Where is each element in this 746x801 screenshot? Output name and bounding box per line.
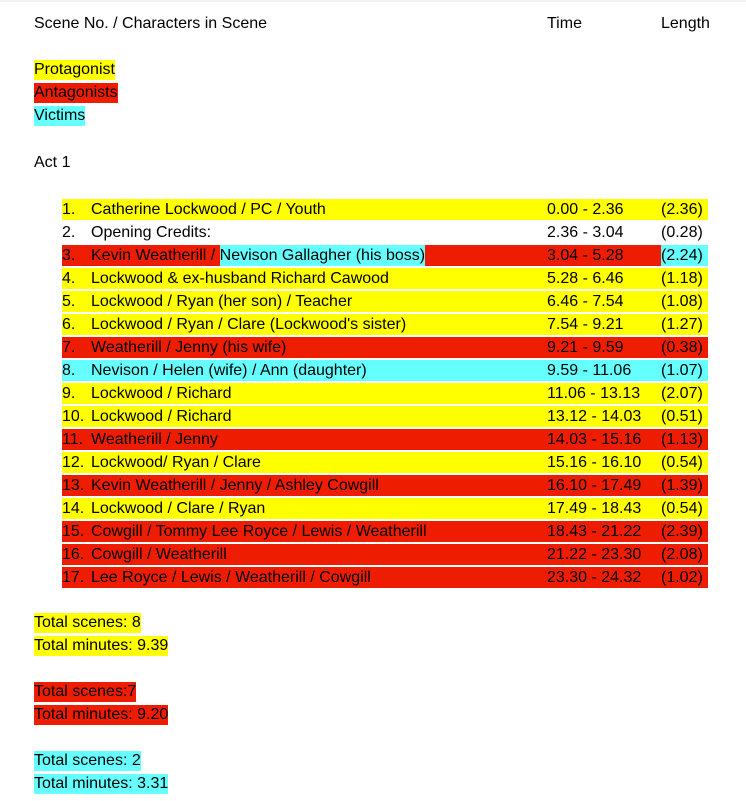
scene-length: (0.54) — [661, 500, 703, 517]
legend-antagonists — [34, 83, 118, 103]
total-minutes-text: Total minutes: 3.31 — [34, 775, 169, 792]
scene-number: 12. — [62, 454, 85, 471]
scene-length: (2.36) — [661, 201, 703, 218]
scene-length: (0.28) — [661, 224, 703, 241]
scene-time: 2.36 - 3.04 — [547, 224, 624, 241]
scene-characters — [91, 245, 425, 266]
scene-characters: Lockwood/ Ryan / Clare — [91, 454, 261, 471]
scene-characters: Lockwood / Ryan / Clare (Lockwood's sister) — [91, 316, 407, 333]
scene-time: 3.04 - 5.28 — [547, 247, 624, 264]
header-time-column: Time — [547, 15, 582, 32]
scene-length: (1.18) — [661, 270, 703, 287]
page-top-border — [0, 0, 746, 2]
scene-characters: Opening Credits: — [91, 224, 212, 241]
scene-time: 13.12 - 14.03 — [547, 408, 642, 425]
scene-length: (1.02) — [661, 569, 703, 586]
scene-time: 17.49 - 18.43 — [547, 500, 642, 517]
total-protagonist-scenes — [34, 613, 141, 633]
scene-length: (0.54) — [661, 454, 703, 471]
scene-number: 3. — [62, 247, 76, 264]
scene-length: (2.24) — [661, 245, 708, 266]
scene-length: (1.07) — [661, 362, 703, 379]
scene-number: 15. — [62, 523, 85, 540]
total-scenes-text: Total scenes: 8 — [34, 614, 141, 631]
scene-length: (1.08) — [661, 293, 703, 310]
scene-characters: Lockwood / Richard — [91, 385, 232, 402]
header-scene-column: Scene No. / Characters in Scene — [34, 15, 268, 32]
scene-characters: Kevin Weatherill / Jenny / Ashley Cowgill — [91, 477, 379, 494]
scene-characters: Catherine Lockwood / PC / Youth — [91, 201, 326, 218]
scene-number: 2. — [62, 224, 76, 241]
scene-time: 15.16 - 16.10 — [547, 454, 642, 471]
legend-protagonist — [34, 60, 115, 80]
act-title: Act 1 — [34, 154, 71, 171]
scene-time: 23.30 - 24.32 — [547, 569, 642, 586]
scene-time: 7.54 - 9.21 — [547, 316, 624, 333]
scene-number: 7. — [62, 339, 76, 356]
scene-characters: Lockwood / Richard — [91, 408, 232, 425]
scene-number: 16. — [62, 546, 85, 563]
scene-length: (2.08) — [661, 546, 703, 563]
scene-time: 0.00 - 2.36 — [547, 201, 624, 218]
header-length-column: Length — [661, 15, 710, 32]
total-scenes-text: Total scenes:7 — [34, 683, 137, 700]
scene-time: 6.46 - 7.54 — [547, 293, 624, 310]
scene-characters: Cowgill / Tommy Lee Royce / Lewis / Weatherill — [91, 523, 427, 540]
scene-length: (2.07) — [661, 385, 703, 402]
scene-time: 21.22 - 23.30 — [547, 546, 642, 563]
scene-length: (0.51) — [661, 408, 703, 425]
scene-number: 9. — [62, 385, 76, 402]
scene-time: 5.28 - 6.46 — [547, 270, 624, 287]
scene-characters: Weatherill / Jenny — [91, 431, 218, 448]
scene-characters: Weatherill / Jenny (his wife) — [91, 339, 287, 356]
scene-characters: Cowgill / Weatherill — [91, 546, 227, 563]
scene-number: 14. — [62, 500, 85, 517]
scene-length: (2.39) — [661, 523, 703, 540]
scene-time: 16.10 - 17.49 — [547, 477, 642, 494]
legend-victims — [34, 106, 85, 126]
scene-characters: Lockwood & ex-husband Richard Cawood — [91, 270, 389, 287]
scene-time: 9.59 - 11.06 — [547, 362, 632, 379]
scene-number: 1. — [62, 201, 76, 218]
scene-number: 17. — [62, 569, 85, 586]
scene-number: 4. — [62, 270, 76, 287]
total-victims-scenes — [34, 751, 141, 771]
legend-label: Protagonist — [34, 61, 115, 78]
scene-number: 13. — [62, 477, 85, 494]
scene-characters-part: Kevin Weatherill / — [91, 247, 220, 264]
scene-number: 8. — [62, 362, 76, 379]
scene-length: (1.13) — [661, 431, 703, 448]
scene-number: 6. — [62, 316, 76, 333]
scene-time: 18.43 - 21.22 — [547, 523, 642, 540]
total-victims-minutes — [34, 774, 168, 794]
scene-characters: Lockwood / Ryan (her son) / Teacher — [91, 293, 353, 310]
scene-number: 10. — [62, 408, 85, 425]
scene-characters: Nevison / Helen (wife) / Ann (daughter) — [91, 362, 367, 379]
scene-length: (1.39) — [661, 477, 703, 494]
scene-number: 5. — [62, 293, 76, 310]
scene-characters: Lee Royce / Lewis / Weatherill / Cowgill — [91, 569, 371, 586]
total-minutes-text: Total minutes: 9.20 — [34, 706, 169, 723]
total-antagonists-scenes — [34, 682, 136, 702]
scene-characters-victim-part: Nevison Gallagher (his boss) — [219, 247, 426, 264]
scene-length: (0.38) — [661, 339, 703, 356]
scene-time: 9.21 - 9.59 — [547, 339, 624, 356]
total-scenes-text: Total scenes: 2 — [34, 752, 141, 769]
total-antagonists-minutes — [34, 705, 168, 725]
total-minutes-text: Total minutes: 9.39 — [34, 637, 169, 654]
legend-label: Antagonists — [34, 84, 118, 101]
scene-time: 11.06 - 13.13 — [547, 385, 641, 402]
legend-label: Victims — [34, 107, 86, 124]
scene-time: 14.03 - 15.16 — [547, 431, 642, 448]
scene-number: 11. — [62, 431, 84, 448]
scene-length: (1.27) — [661, 316, 703, 333]
scene-characters: Lockwood / Clare / Ryan — [91, 500, 266, 517]
total-protagonist-minutes — [34, 636, 168, 656]
